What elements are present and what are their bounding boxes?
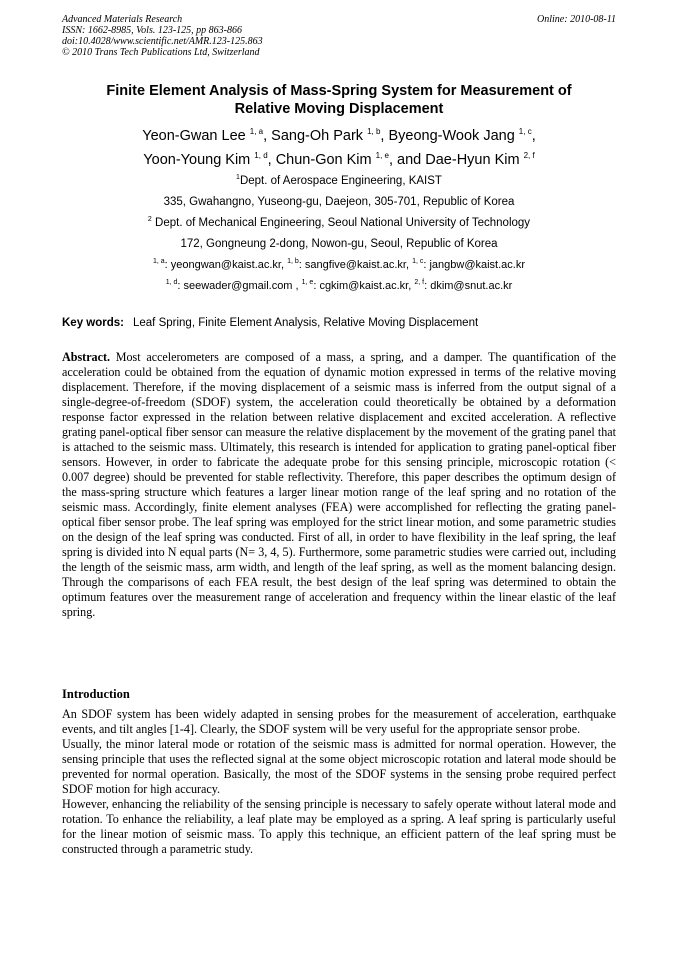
email-mark: 2, f <box>414 279 425 286</box>
affiliation-line: $^2$ Dept. of Mechanical Engineering, Seoul National University of Technology <box>147 216 531 229</box>
author-name: Yeon-Gwan Lee <box>142 128 246 144</box>
author-separator: , <box>380 128 389 144</box>
author-name: Sang-Oh Park <box>271 128 364 144</box>
author-affil-mark: 2, f <box>523 151 535 160</box>
author-name: Byeong-Wook Jang <box>388 128 515 144</box>
introduction-body <box>62 707 616 857</box>
author-affil-mark: 1, c <box>518 127 532 136</box>
author-name: Dae-Hyun Kim <box>425 152 520 168</box>
author-name: Yoon-Young Kim <box>143 152 251 168</box>
abstract-text: Most accelerometers are composed of a mass, a spring, and a damper. The quantification of the acceleration could be obtained from the equation of dynamic motion expressed in terms of the relative moving displacement. Therefore, if the moving displacement of a seismic mass is inferred from the output signal of a single-degree-of-freedom (SDOF) system, the acceleration could theoretically be obtained by a deformation response factor expressed in the relation between relative displacement and excited acceleration. A reflective grating panel-optical fiber sensor can measure the relative displacement by the movement of the grating panel that is attached to the seismic mass. Ultimately, this research is intended for application to grating panel-optical fiber sensors. However, in order to fabricate the adequate probe for this sensing principle, microscopic rotation (< 0.007 degree) should be prevented for stable reflectivity. Therefore, this paper describes the optimum design of the mass-spring structure which features a larger linear motion range of the leaf spring and no rotation of the seismic mass. Accordingly, finite element analyses (FEA) were accomplished for reflecting the grating panel-optical fiber sensor probe. The leaf spring was employed for the strict linear motion, and some parametric studies on the design of the leaf spring was conducted. First of all, in order to have flexibility in the leaf spring, the leaf spring is divided into N equal parts (N= 3, 4, 5). Furthermore, some parametric studies were carried out, including the length of the seismic mass, arm width, and length of the leaf spring, as well as the moment balancing design. Through the comparisons of each FEA result, the best design of the leaf spring was determined to obtain the optimum features over the measurement range of acceleration and frequency within the linear elastic of the leaf spring. <box>62 350 616 619</box>
email-mark: 1, e <box>301 279 314 286</box>
introduction-heading: Introduction <box>62 687 130 701</box>
author-affil-mark: 1, b <box>367 127 381 136</box>
email-mark: 1, a <box>152 258 165 265</box>
paragraph: However, enhancing the reliability of the sensing principle is necessary to safely operate without lateral mode and rotation. To enhance the reliability, a leaf plate may be employed as a spring. A leaf spring is particularly useful for the linear motion of seismic mass. To apply this technique, an efficient pattern of the leaf spring must be constructed through a parametric study. <box>62 797 616 856</box>
email-address: : seewader@gmail.com , <box>177 280 302 292</box>
copyright-line: © 2010 Trans Tech Publications Ltd, Switzerland <box>62 47 260 58</box>
online-date: Online: 2010-08-11 <box>537 14 616 25</box>
doi-line: doi:10.4028/www.scientific.net/AMR.123-125.863 <box>62 36 263 47</box>
issn-line: ISSN: 1662-8985, Vols. 123-125, pp 863-866 <box>62 25 242 36</box>
keywords <box>62 315 616 331</box>
email-mark: 1, c <box>412 258 424 265</box>
email-line-2 <box>62 276 616 297</box>
author-affil-mark: 1, a <box>249 127 264 136</box>
paragraph: An SDOF system has been widely adapted in sensing probes for the measurement of acceleration, earthquake events, and tilt angles [1-4]. Clearly, the SDOF system will be very useful for the appropriate sensor probe. <box>62 707 616 736</box>
author-separator: , <box>267 152 276 168</box>
abstract <box>62 350 616 620</box>
author-separator: , and <box>388 152 426 168</box>
affiliation-address: 335, Gwahangno, Yuseong-gu, Daejeon, 305-701, Republic of Korea <box>163 196 515 208</box>
paragraph: Usually, the minor lateral mode or rotation of the seismic mass is admitted for normal operation. However, the sensing principle that uses the reflected signal at the some object microscopic rotation and lateral mode should be prevented for normal operation. Basically, the most of the SDOF systems in the sensing probe required perfect SDOF motion for high accuracy. <box>62 737 616 796</box>
title-line-2: Relative Moving Displacement <box>234 101 444 117</box>
email-address: : jangbw@kaist.ac.kr <box>423 259 526 271</box>
title-line-1: Finite Element Analysis of Mass-Spring System for Measurement of <box>106 83 572 99</box>
affiliation-mark: 1 <box>236 174 240 181</box>
author-affil-mark: 1, e <box>375 151 389 160</box>
email-address: : sangfive@kaist.ac.kr, <box>298 259 413 271</box>
author-name: Chun-Gon Kim <box>275 152 372 168</box>
author-affil-mark: 1, d <box>254 151 268 160</box>
email-mark: 1, d <box>165 279 178 286</box>
email-mark: 1, b <box>287 258 299 265</box>
author-separator: , <box>263 128 272 144</box>
journal-name: Advanced Materials Research <box>62 14 183 25</box>
affiliations <box>62 171 616 297</box>
email-address: : cgkim@kaist.ac.kr, <box>313 280 415 292</box>
affiliation-address: 172, Gongneung 2-dong, Nowon-gu, Seoul, Republic of Korea <box>180 238 498 250</box>
keywords-text: Leaf Spring, Finite Element Analysis, Relative Moving Displacement <box>133 317 479 329</box>
author-line-2 <box>62 148 616 172</box>
author-line-1 <box>62 124 616 148</box>
author-separator: , <box>531 128 536 144</box>
abstract-label: Abstract. <box>62 350 111 364</box>
email-line-1 <box>62 255 616 276</box>
journal-header <box>62 14 616 58</box>
affiliation-line: $^1$Dept. of Aerospace Engineering, KAIST <box>236 174 442 187</box>
affiliation-mark: 2 <box>147 216 152 223</box>
email-address: : yeongwan@kaist.ac.kr, <box>164 259 288 271</box>
keywords-label: Key words: <box>62 317 124 329</box>
paper-title <box>62 82 616 118</box>
email-address: : dkim@snut.ac.kr <box>424 280 513 292</box>
author-list <box>62 124 616 172</box>
